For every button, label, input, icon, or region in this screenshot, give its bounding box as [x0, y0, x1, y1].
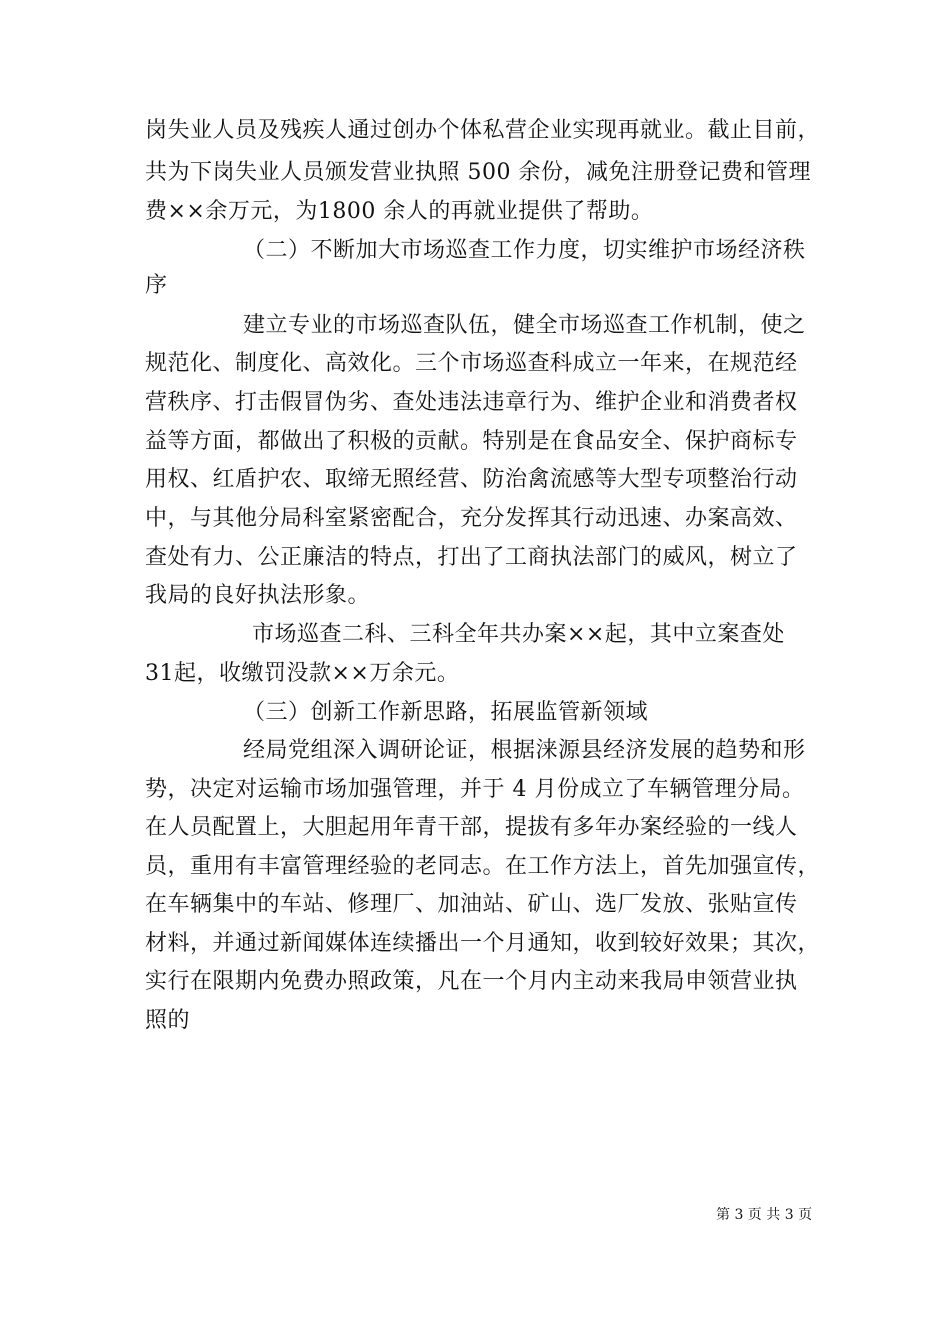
- section-heading: （二）不断加大市场巡查工作力度，切实维护市场经济秩: [243, 238, 806, 263]
- page-number: 第 3 页 共 3 页: [716, 1207, 813, 1223]
- body-line: 经局党组深入调研论证，根据涞源县经济发展的趋势和形: [243, 738, 806, 763]
- body-line: 员，重用有丰富管理经验的老同志。在工作方法上，首先加强宣传，: [145, 854, 821, 879]
- body-line: 中，与其他分局科室紧密配合，充分发挥其行动迅速、办案高效、: [145, 506, 798, 531]
- body-line: 在车辆集中的车站、修理厂、加油站、矿山、选厂发放、张贴宣传: [145, 892, 798, 917]
- body-line: 我局的良好执法形象。: [145, 583, 371, 608]
- body-line: 市场巡查二科、三科全年共办案××起，其中立案查处: [252, 622, 785, 647]
- section-heading-continuation: 序: [145, 273, 168, 298]
- body-line: 用权、红盾护农、取缔无照经营、防治禽流感等大型专项整治行动: [145, 467, 798, 492]
- body-line: 费××余万元，为1800 余人的再就业提供了帮助。: [145, 199, 654, 224]
- body-line: 益等方面，都做出了积极的贡献。特别是在食品安全、保护商标专: [145, 429, 798, 454]
- body-line: 实行在限期内免费办照政策，凡在一个月内主动来我局申领营业执: [145, 969, 798, 994]
- body-line: 岗失业人员及残疾人通过创办个体私营企业实现再就业。截止目前，: [145, 118, 821, 143]
- section-heading: （三）创新工作新思路，拓展监管新领域: [243, 700, 649, 725]
- body-line: 建立专业的市场巡查队伍，健全市场巡查工作机制，使之: [243, 313, 806, 338]
- body-line: 查处有力、公正廉洁的特点，打出了工商执法部门的威风，树立了: [145, 545, 798, 570]
- body-line: 材料，并通过新闻媒体连续播出一个月通知，收到较好效果；其次，: [145, 931, 821, 956]
- body-line: 照的: [145, 1008, 191, 1033]
- body-line: 势，决定对运输市场加强管理，并于 4 月份成立了车辆管理分局。: [145, 777, 805, 802]
- body-line: 在人员配置上，大胆起用年青干部，提拔有多年办案经验的一线人: [145, 815, 798, 840]
- body-line: 31起，收缴罚没款××万余元。: [145, 661, 460, 686]
- body-line: 规范化、制度化、高效化。三个市场巡查科成立一年来，在规范经: [145, 351, 798, 376]
- body-line: 营秩序、打击假冒伪劣、查处违法违章行为、维护企业和消费者权: [145, 390, 798, 415]
- body-line: 共为下岗失业人员颁发营业执照 500 余份，减免注册登记费和管理: [145, 160, 811, 185]
